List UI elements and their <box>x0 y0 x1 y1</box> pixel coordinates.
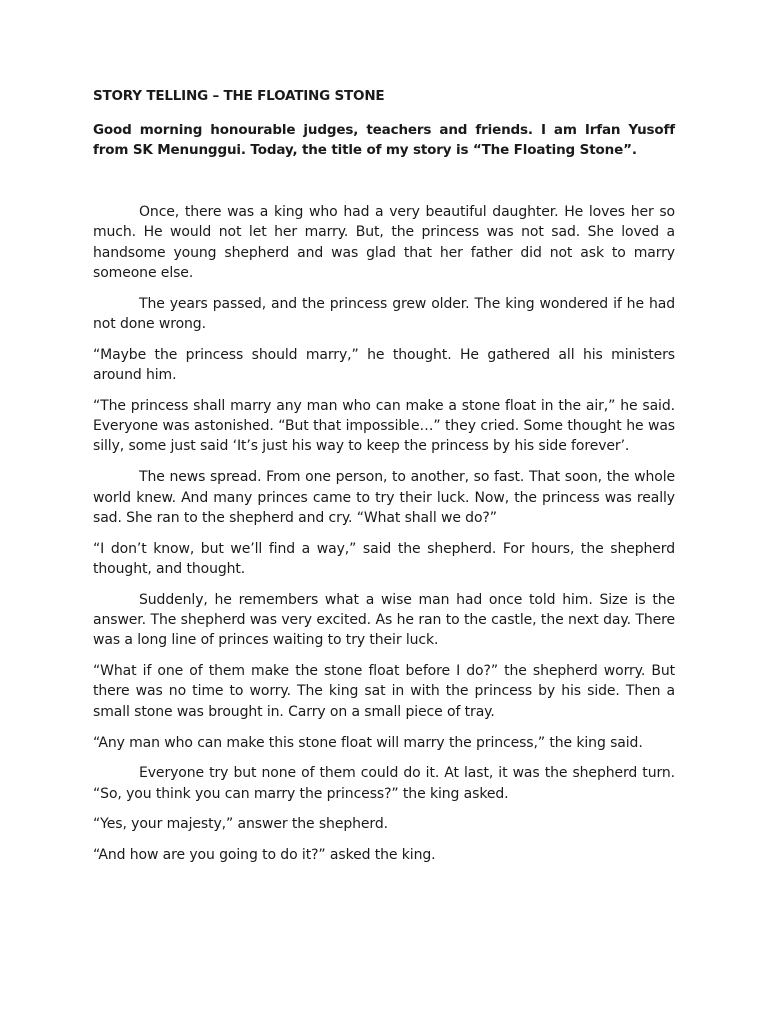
story-paragraph: “I don’t know, but we’ll find a way,” said the shepherd. For hours, the shepherd thought, and thought. <box>93 540 675 577</box>
story-paragraph: The years passed, and the princess grew older. The king wondered if he had not done wrong. <box>93 295 675 332</box>
story-paragraph: “Maybe the princess should marry,” he thought. He gathered all his ministers around him. <box>93 346 675 384</box>
story-paragraph: Suddenly, he remembers what a wise man had once told him. Size is the answer. The shepherd was very excited. As he ran to the castle, the next day. There was a long line of princes waiting to try their luck. <box>93 591 675 649</box>
story-paragraph: “Yes, your majesty,” answer the shepherd. <box>93 816 388 833</box>
document-page <box>93 86 675 876</box>
document-heading: STORY TELLING – THE FLOATING STONE <box>93 88 385 104</box>
story-paragraph: “And how are you going to do it?” asked the king. <box>93 847 436 864</box>
story-paragraph: The news spread. From one person, to another, so fast. That soon, the whole world knew. And many princes came to try their luck. Now, the princess was really sad. She ran to the shepherd and cry. “What shall we do?” <box>93 469 675 526</box>
story-paragraph: “The princess shall marry any man who can make a stone float in the air,” he said. Everyone was astonished. “But that impossible…” they cried. Some thought he was silly, some just said ‘It’s just his way to keep the princess by his side forever’. <box>93 397 675 455</box>
story-paragraph: Everyone try but none of them could do it. At last, it was the shepherd turn. “So, you think you can marry the princess?” the king asked. <box>93 765 675 802</box>
story-paragraph: “What if one of them make the stone float before I do?” the shepherd worry. But there was no time to worry. The king sat in with the princess by his side. Then a small stone was brought in. Carry on a small piece of tray. <box>93 663 675 720</box>
story-paragraph: Once, there was a king who had a very beautiful daughter. He loves her so much. He would not let her marry. But, the princess was not sad. She loved a handsome young shepherd and was glad that her father did not ask to marry someone else. <box>93 204 675 281</box>
intro-paragraph: Good morning honourable judges, teachers and friends. I am Irfan Yusoff from SK Menunggui. Today, the title of my story is “The Floating Stone”. <box>93 122 675 158</box>
story-paragraph: “Any man who can make this stone float will marry the princess,” the king said. <box>93 734 643 751</box>
